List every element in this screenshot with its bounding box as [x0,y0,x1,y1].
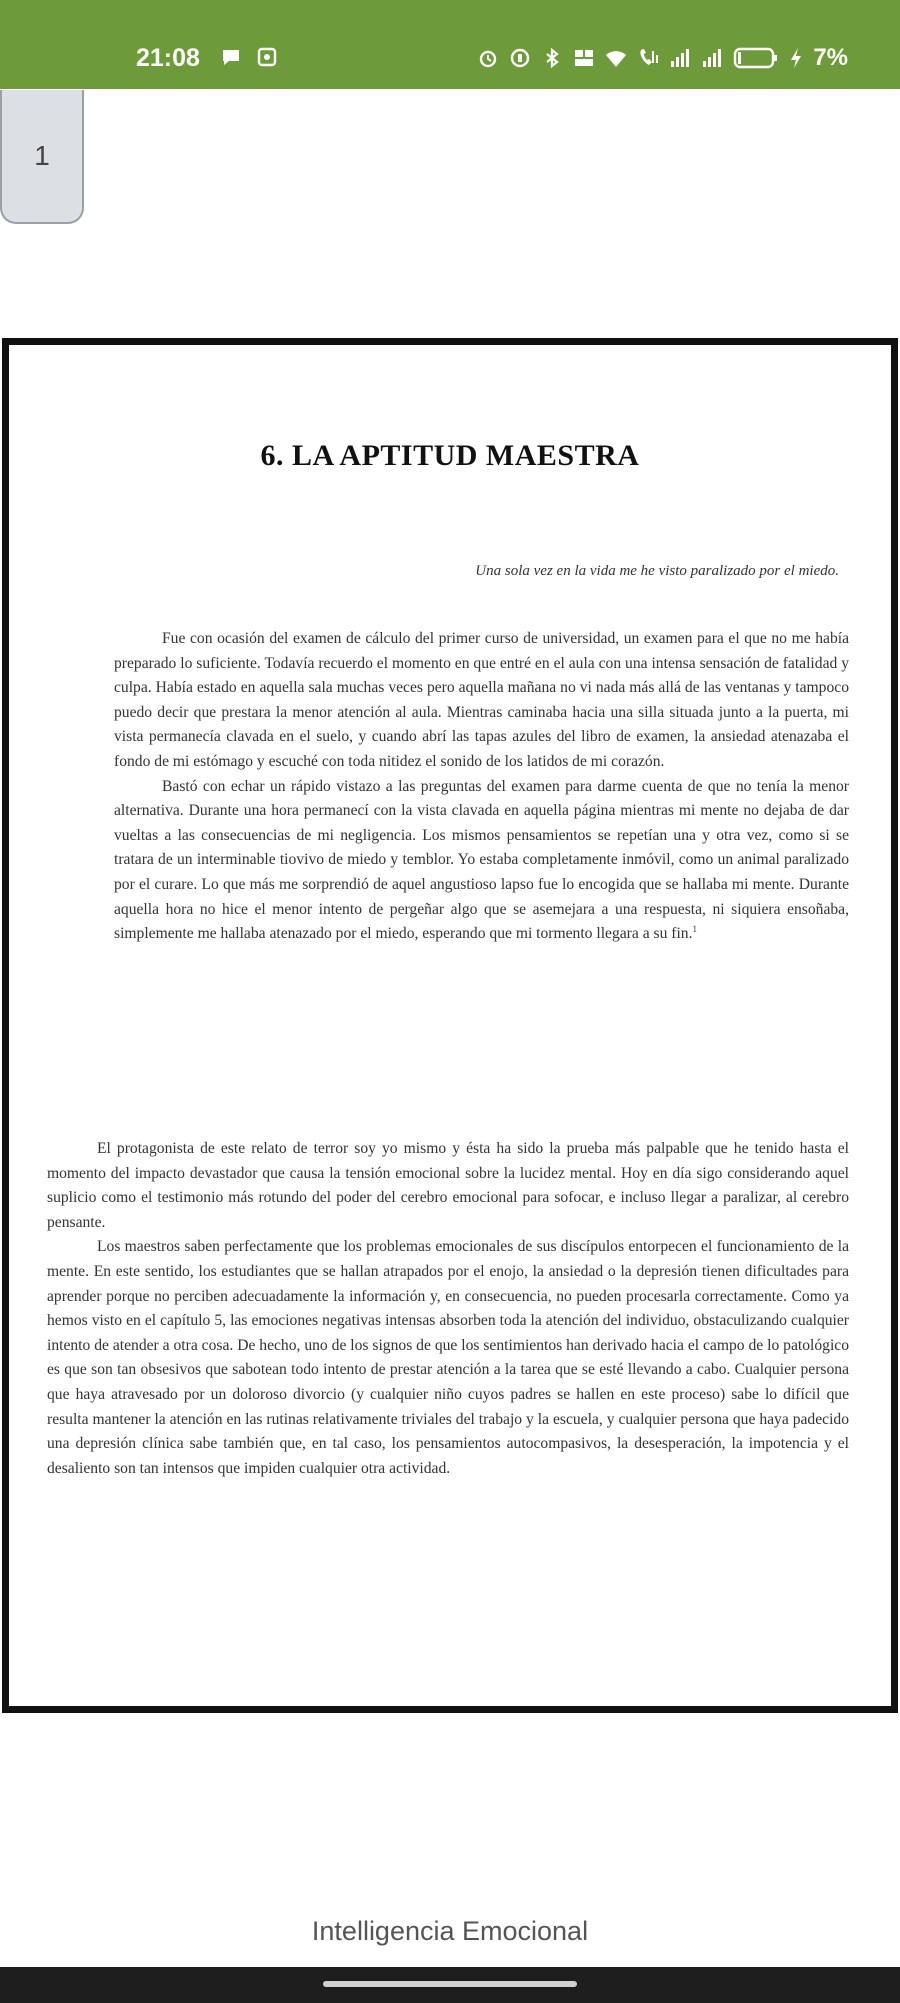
status-left-icons [220,46,278,68]
quote-paragraph [114,775,849,947]
navigation-bar [0,1967,900,2003]
chapter-title: 6. LA APTITUD MAESTRA [260,439,640,472]
bluetooth-icon [541,47,563,69]
document-title: Intelligencia Emocional [311,1916,589,1946]
body-text [47,1137,849,1481]
epigraph: Una sola vez en la vida me he visto paralizado por el miedo. [475,563,839,579]
chat-bubble-icon [220,46,242,68]
gesture-handle[interactable] [323,1981,577,1987]
page-number-indicator[interactable]: 1 [0,90,84,224]
quote-paragraph: Fue con ocasión del examen de cálculo del primer curso de universidad, un examen para el que no me había preparado lo suficiente. Todavía recuerdo el momento en que entré en el aula con una intensa sensación de fatalidad y culpa. Había estado en aquella sala muchas veces pero aquella mañana no vi nada más allá de las ventanas y tampoco puedo decir que prestara la menor atención al aula. Mientras caminaba hacia una silla situada junto a la puerta, mi vista permanecía clavada en el suelo, y cuando abrí las tapas azules del libro de examen, la ansiedad atenazaba el fondo de mi estómago y escuché con toda nitidez el sonido de los latidos de mi corazón. [114,630,849,770]
body-paragraph: El protagonista de este relato de terror soy yo mismo y ésta ha sido la prueba más palpable que he tenido hasta el momento del impacto devastador que causa la tensión emocional sobre la lucidez mental. Hoy en día sigo considerando aquel suplicio como el testimonio más rotundo del poder del cerebro emocional para sofocar, e incluso llegar a paralizar, al cerebro pensante. [47,1140,849,1231]
status-time: 21:08 [136,44,200,72]
body-paragraph: Los maestros saben perfectamente que los problemas emocionales de sus discípulos entorpecen el funcionamiento de la mente. En este sentido, los estudiantes que se hallan atrapados por el enojo, la ansiedad o la depresión tienen dificultades para aprender porque no perciben adecuadamente la información y, en consecuencia, no pueden procesarla correctamente. Como ya hemos visto en el capítulo 5, las emociones negativas intensas absorben toda la atención del individuo, obstaculizando cualquier intento de atender a otra cosa. De hecho, uno de los signos de que los sentimientos han derivado hacia el campo de lo patológico es que son tan obsesivos que sabotean todo intento de prestar atención a la tarea que se esté llevando a cabo. Cualquier persona que haya atravesado por un doloroso divorcio (y cualquier niño cuyos padres se hallen en este proceso) sabe lo difícil que resulta mantener la atención en las rutinas relativamente triviales del trabajo y la escuela, y cualquier persona que haya padecido una depresión clínica sabe también que, en tal caso, los pensamientos autocompasivos, la desesperación, la impotencia y el desaliento son tan intensos que impiden cualquier otra actividad. [47,1238,849,1477]
volte-icon [637,47,659,69]
signal-icon [701,47,723,69]
screenshot-icon [256,46,278,68]
quote-block [114,627,849,947]
footnote-mark: 1 [692,923,697,934]
alarm-icon [477,47,499,69]
battery-percent: 7% [813,44,848,71]
charging-icon [789,47,803,69]
status-bar [0,0,900,89]
status-right-icons [477,44,848,72]
nfc-icon [509,47,531,69]
data-speed-icon [573,47,595,69]
pdf-page[interactable] [2,338,898,1713]
quote-paragraph-text: Bastó con echar un rápido vistazo a las preguntas del examen para darme cuenta de que no tenía la menor alternativa. Durante una hora permanecí con la vista clavada en aquella página mientras mi mente no dejaba de dar vueltas a las consecuencias de mi negligencia. Los mismos pensamientos se repetían una y otra vez, como si se tratara de un interminable tiovivo de miedo y temblor. Yo estaba completamente inmóvil, como un animal paralizado por el curare. Lo que más me sorprendió de aquel angustioso lapso fue lo encogida que se hallaba mi mente. Durante aquella hora no hice el menor intento de pergeñar algo que se asemejara a una respuesta, ni siquiera ensoñaba, simplemente me hallaba atenazado por el miedo, esperando que mi tormento llegara a su fin. [114,777,849,943]
wifi-icon [605,47,627,69]
battery-icon [733,46,779,70]
signal-icon [669,47,691,69]
